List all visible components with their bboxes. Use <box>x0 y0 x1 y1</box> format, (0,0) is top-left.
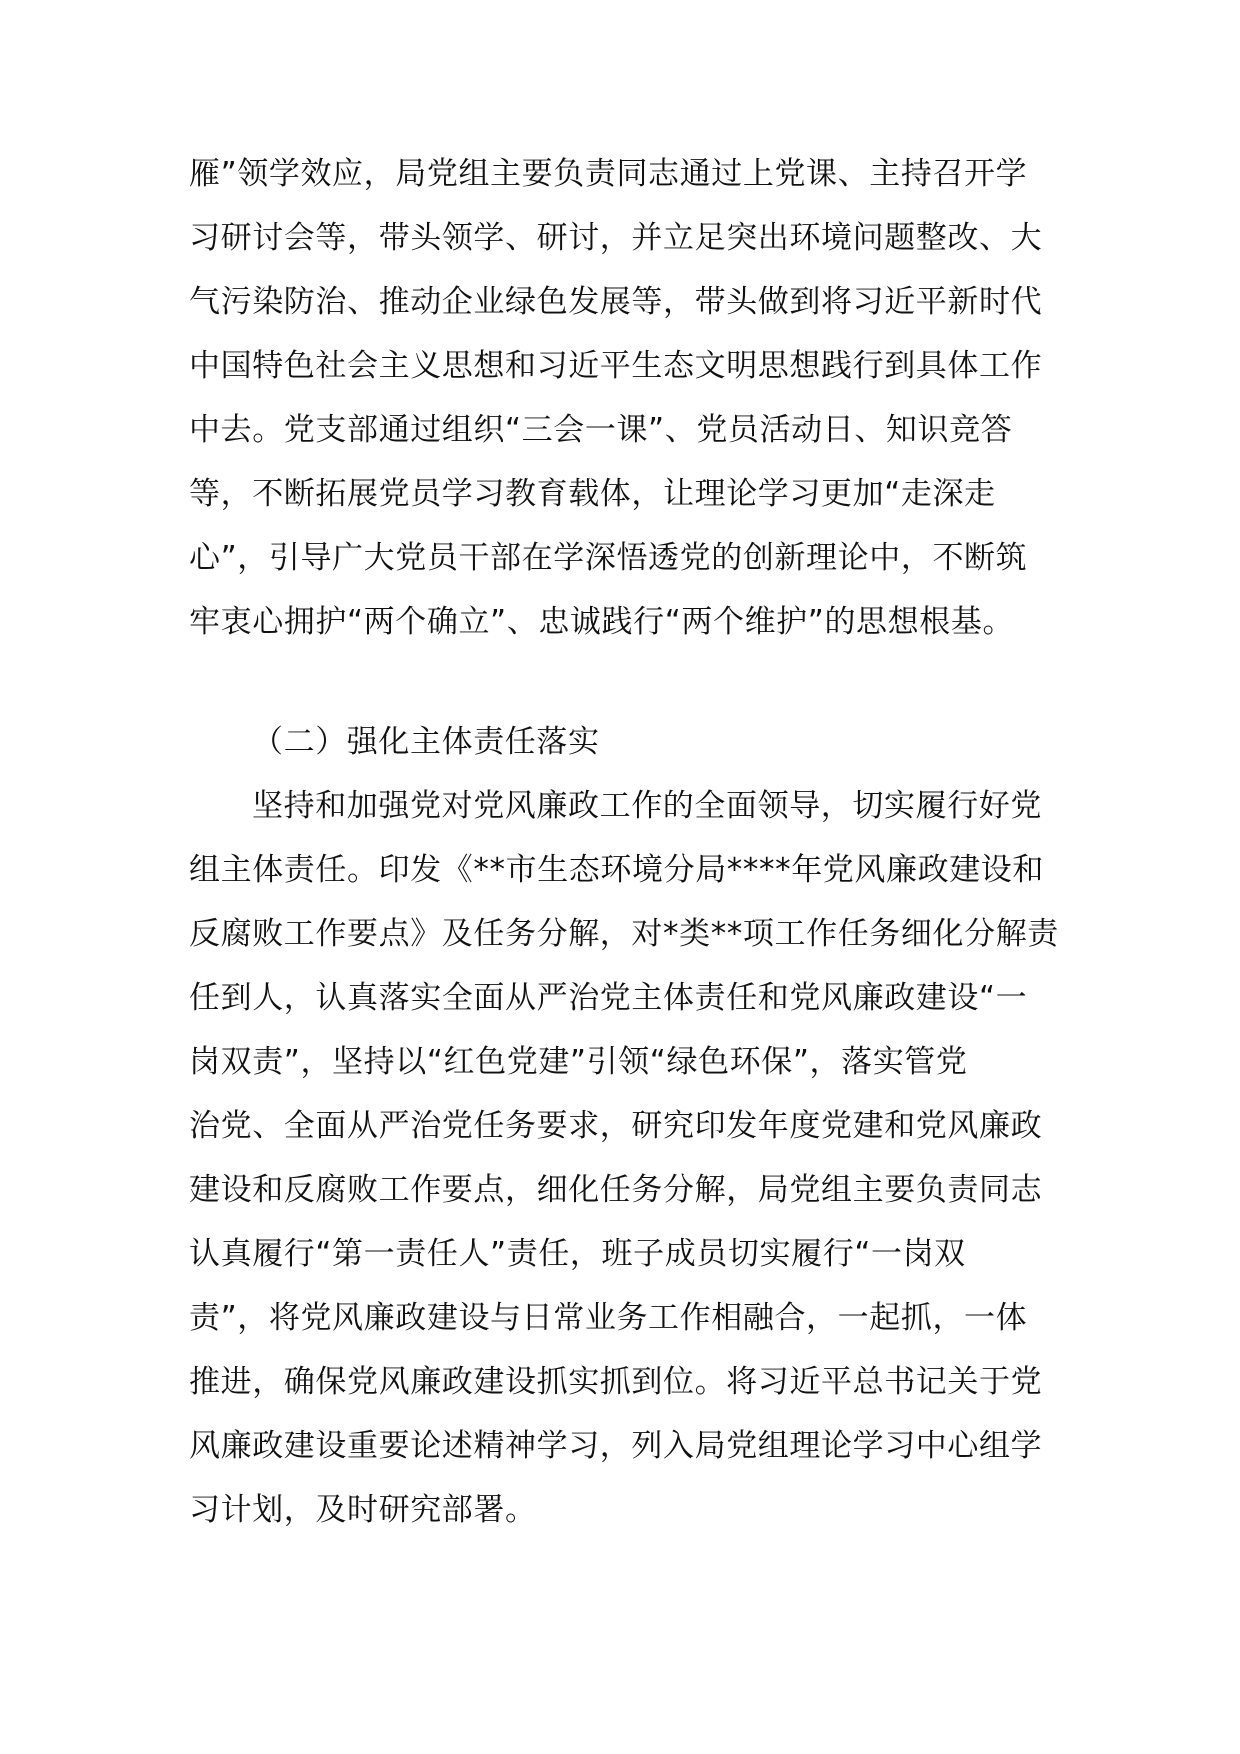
paragraph-2-line-3: 反腐败工作要点》及任务分解，对*类**项工作任务细化分解责 <box>189 916 1059 952</box>
paragraph-1-line-3: 气污染防治、推动企业绿色发展等，带头做到将习近平新时代 <box>189 284 1043 320</box>
paragraph-2-line-1: 坚持和加强党对党风廉政工作的全面领导，切实履行好党 <box>252 788 1042 824</box>
paragraph-2-line-4: 任到人，认真落实全面从严治党主体责任和党风廉政建设“一 <box>189 980 1028 1016</box>
paragraph-2-line-7: 建设和反腐败工作要点，细化任务分解，局党组主要负责同志 <box>189 1172 1043 1208</box>
paragraph-1-line-5: 中去。党支部通过组织“三会一课”、党员活动日、知识竞答 <box>189 412 1013 448</box>
paragraph-2-line-8: 认真履行“第一责任人”责任，班子成员切实履行“一岗双 <box>189 1236 966 1272</box>
paragraph-2-line-9: 责”，将党风廉政建设与日常业务工作相融合，一起抓，一体 <box>189 1300 1028 1336</box>
paragraph-1-line-8: 牢衷心拥护“两个确立”、忠诚践行“两个维护”的思想根基。 <box>189 604 1015 640</box>
paragraph-2-line-6: 治党、全面从严治党任务要求，研究印发年度党建和党风廉政 <box>189 1108 1043 1144</box>
paragraph-2-line-2: 组主体责任。印发《**市生态环境分局****年党风廉政建设和 <box>189 852 1044 888</box>
paragraph-1-line-2: 习研讨会等，带头领学、研讨，并立足突出环境问题整改、大 <box>189 220 1043 256</box>
paragraph-2-line-5: 岗双责”，坚持以“红色党建”引领“绿色环保”，落实管党 <box>189 1044 968 1080</box>
section-heading: （二）强化主体责任落实 <box>252 724 600 760</box>
paragraph-2-line-12: 习计划，及时研究部署。 <box>189 1492 537 1528</box>
paragraph-1-line-7: 心”，引导广大党员干部在学深悟透党的创新理论中，不断筑 <box>189 540 1028 576</box>
paragraph-2-line-11: 风廉政建设重要论述精神学习，列入局党组理论学习中心组学 <box>189 1428 1043 1464</box>
paragraph-1-line-4: 中国特色社会主义思想和习近平生态文明思想践行到具体工作 <box>189 348 1043 384</box>
paragraph-2-line-10: 推进，确保党风廉政建设抓实抓到位。将习近平总书记关于党 <box>189 1364 1043 1400</box>
paragraph-1-line-6: 等，不断拓展党员学习教育载体，让理论学习更加“走深走 <box>189 476 996 512</box>
paragraph-1-line-1: 雁”领学效应，局党组主要负责同志通过上党课、主持召开学 <box>189 156 1028 192</box>
